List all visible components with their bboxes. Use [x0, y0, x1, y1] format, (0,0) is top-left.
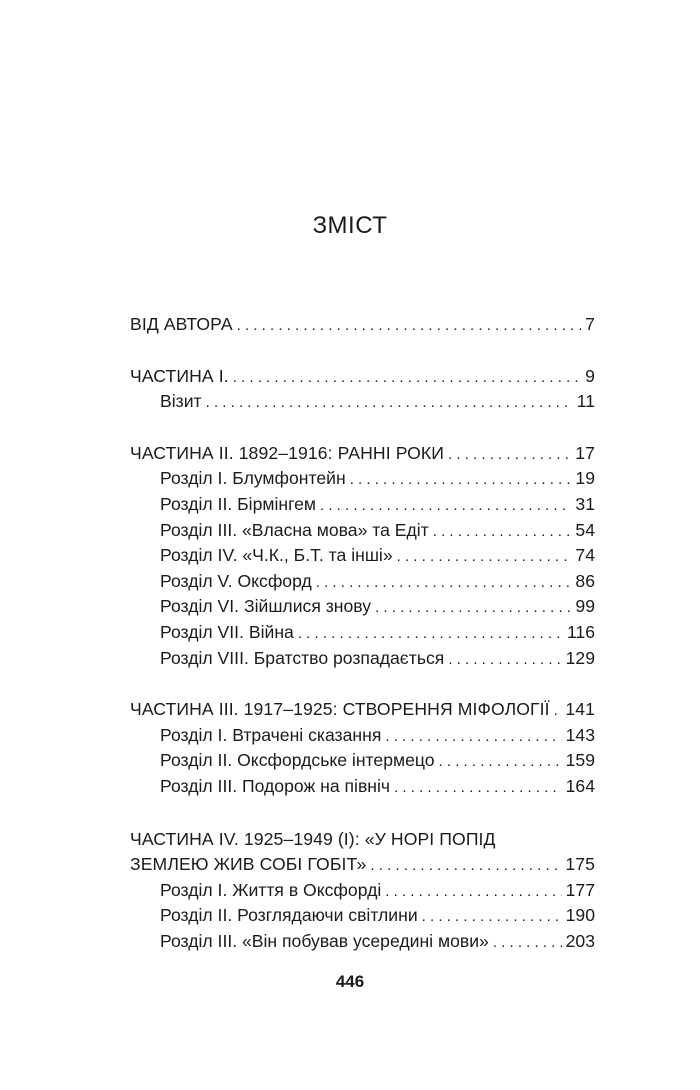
toc-entry-title: Розділ VII. Війна: [160, 621, 294, 642]
toc-entry-page: 143: [565, 724, 595, 745]
section-spacer: [130, 338, 595, 364]
toc-entry-title: Розділ І. Втрачені сказання: [160, 724, 382, 745]
toc-entry-title: ВІД АВТОРА: [130, 314, 233, 334]
toc-entry-page: 99: [575, 596, 595, 617]
toc-entry-page: 203: [565, 930, 595, 951]
toc-entry-page: 86: [575, 570, 595, 591]
toc-leader-dots: [493, 930, 562, 956]
toc-entry-chapter[interactable]: [130, 620, 595, 646]
toc-entry-page: 159: [565, 750, 595, 771]
toc-entry-title: Розділ ІІ. Оксфордське інтермецо: [160, 750, 435, 771]
toc-entry-page: 74: [575, 545, 595, 566]
toc-entry-part-1[interactable]: [130, 364, 595, 390]
toc-entry-page: 175: [565, 854, 595, 875]
toc-entry-page: 19: [575, 468, 595, 489]
toc-entry-author[interactable]: [130, 312, 595, 338]
section-spacer: [130, 800, 595, 827]
toc-leader-dots: [394, 775, 562, 801]
toc-entry-chapter[interactable]: [130, 518, 595, 544]
toc-entry-title: Розділ V. Оксфорд: [160, 570, 312, 591]
toc-leader-dots: [320, 493, 571, 519]
toc-entry-title: Розділ І. Життя в Оксфорді: [160, 879, 382, 900]
toc-leader-dots: [397, 544, 572, 570]
toc-entry-chapter[interactable]: [130, 569, 595, 595]
toc-leader-dots: [385, 724, 561, 750]
toc-entry-title: ЧАСТИНА І.: [130, 365, 229, 386]
toc-entry-title: Розділ VI. Зійшлися знову: [160, 596, 372, 617]
toc-leader-dots: [233, 365, 581, 391]
toc-entry-page: 129: [565, 647, 595, 668]
page-title: ЗМІСТ: [312, 212, 388, 239]
toc-entry-title: Розділ ІІ. Бірмінгем: [160, 493, 316, 514]
toc-entry-page: 54: [575, 519, 595, 540]
toc-leader-dots: [448, 442, 571, 468]
toc-entry-page: 9: [585, 365, 595, 386]
toc-entry-page: 190: [565, 905, 595, 926]
section-spacer: [130, 671, 595, 697]
toc-entry-chapter[interactable]: [130, 594, 595, 620]
toc-leader-dots: [237, 313, 581, 339]
toc-leader-dots: [206, 390, 573, 416]
toc-entry-page: 164: [565, 775, 595, 796]
toc-entry-title: ЧАСТИНА IV. 1925–1949 (І): «У НОРІ ПОПІД: [130, 828, 496, 849]
toc-entry-part-3[interactable]: [130, 697, 595, 723]
toc-entry-title: ЧАСТИНА ІІІ. 1917–1925: СТВОРЕННЯ МІФОЛОГІЇ: [130, 699, 550, 720]
toc-entry-title: Розділ І. Блумфонтейн: [160, 468, 346, 489]
toc-entry-chapter[interactable]: [130, 774, 595, 800]
toc-entry-page: 141: [565, 699, 595, 720]
toc-entry-chapter[interactable]: [130, 389, 595, 415]
toc-leader-dots: [298, 621, 563, 647]
toc-entry-title: Розділ ІІІ. «Власна мова» та Едіт: [160, 519, 429, 540]
toc-entry-title: Візит: [160, 391, 202, 412]
toc-entry-part-2[interactable]: [130, 441, 595, 467]
toc-entry-chapter[interactable]: [130, 466, 595, 492]
table-of-contents: [130, 312, 595, 954]
section-spacer: [130, 415, 595, 441]
toc-leader-dots: [422, 904, 562, 930]
toc-entry-title: Розділ ІІІ. «Він побував усередині мови»: [160, 930, 489, 951]
toc-leader-dots: [375, 595, 571, 621]
toc-entry-page: 11: [576, 391, 595, 412]
toc-entry-page: 7: [585, 314, 595, 334]
toc-leader-dots: [554, 698, 562, 724]
toc-entry-page: 17: [575, 442, 595, 463]
toc-leader-dots: [316, 570, 572, 596]
toc-entry-chapter[interactable]: [130, 878, 595, 904]
page-number: 446: [335, 972, 365, 991]
toc-leader-dots: [370, 853, 561, 879]
toc-entry-chapter[interactable]: [130, 492, 595, 518]
toc-entry-chapter[interactable]: [130, 748, 595, 774]
toc-entry-title: Розділ IV. «Ч.К., Б.Т. та інші»: [160, 545, 393, 566]
toc-entry-title: ЗЕМЛЕЮ ЖИВ СОБІ ГОБІТ»: [130, 854, 367, 875]
toc-entry-page: 31: [575, 493, 595, 514]
toc-entry-part-4-line-1[interactable]: [130, 827, 595, 853]
toc-entry-title: Розділ ІІ. Розглядаючи світлини: [160, 905, 418, 926]
toc-entry-chapter[interactable]: [130, 723, 595, 749]
toc-entry-chapter[interactable]: [130, 543, 595, 569]
toc-leader-dots: [439, 749, 562, 775]
toc-entry-page: 116: [566, 621, 595, 642]
toc-entry-chapter[interactable]: [130, 903, 595, 929]
toc-entry-part-4[interactable]: [130, 852, 595, 878]
toc-entry-page: 177: [565, 879, 595, 900]
toc-leader-dots: [385, 879, 561, 905]
toc-entry-chapter[interactable]: [130, 646, 595, 672]
toc-entry-chapter[interactable]: [130, 929, 595, 955]
toc-leader-dots: [350, 467, 572, 493]
toc-leader-dots: [448, 647, 561, 673]
toc-entry-title: Розділ VIII. Братство розпадається: [160, 647, 445, 668]
toc-entry-title: Розділ ІІІ. Подорож на північ: [160, 775, 391, 796]
toc-entry-title: ЧАСТИНА ІІ. 1892–1916: РАННІ РОКИ: [130, 442, 445, 463]
toc-leader-dots: [433, 519, 572, 545]
